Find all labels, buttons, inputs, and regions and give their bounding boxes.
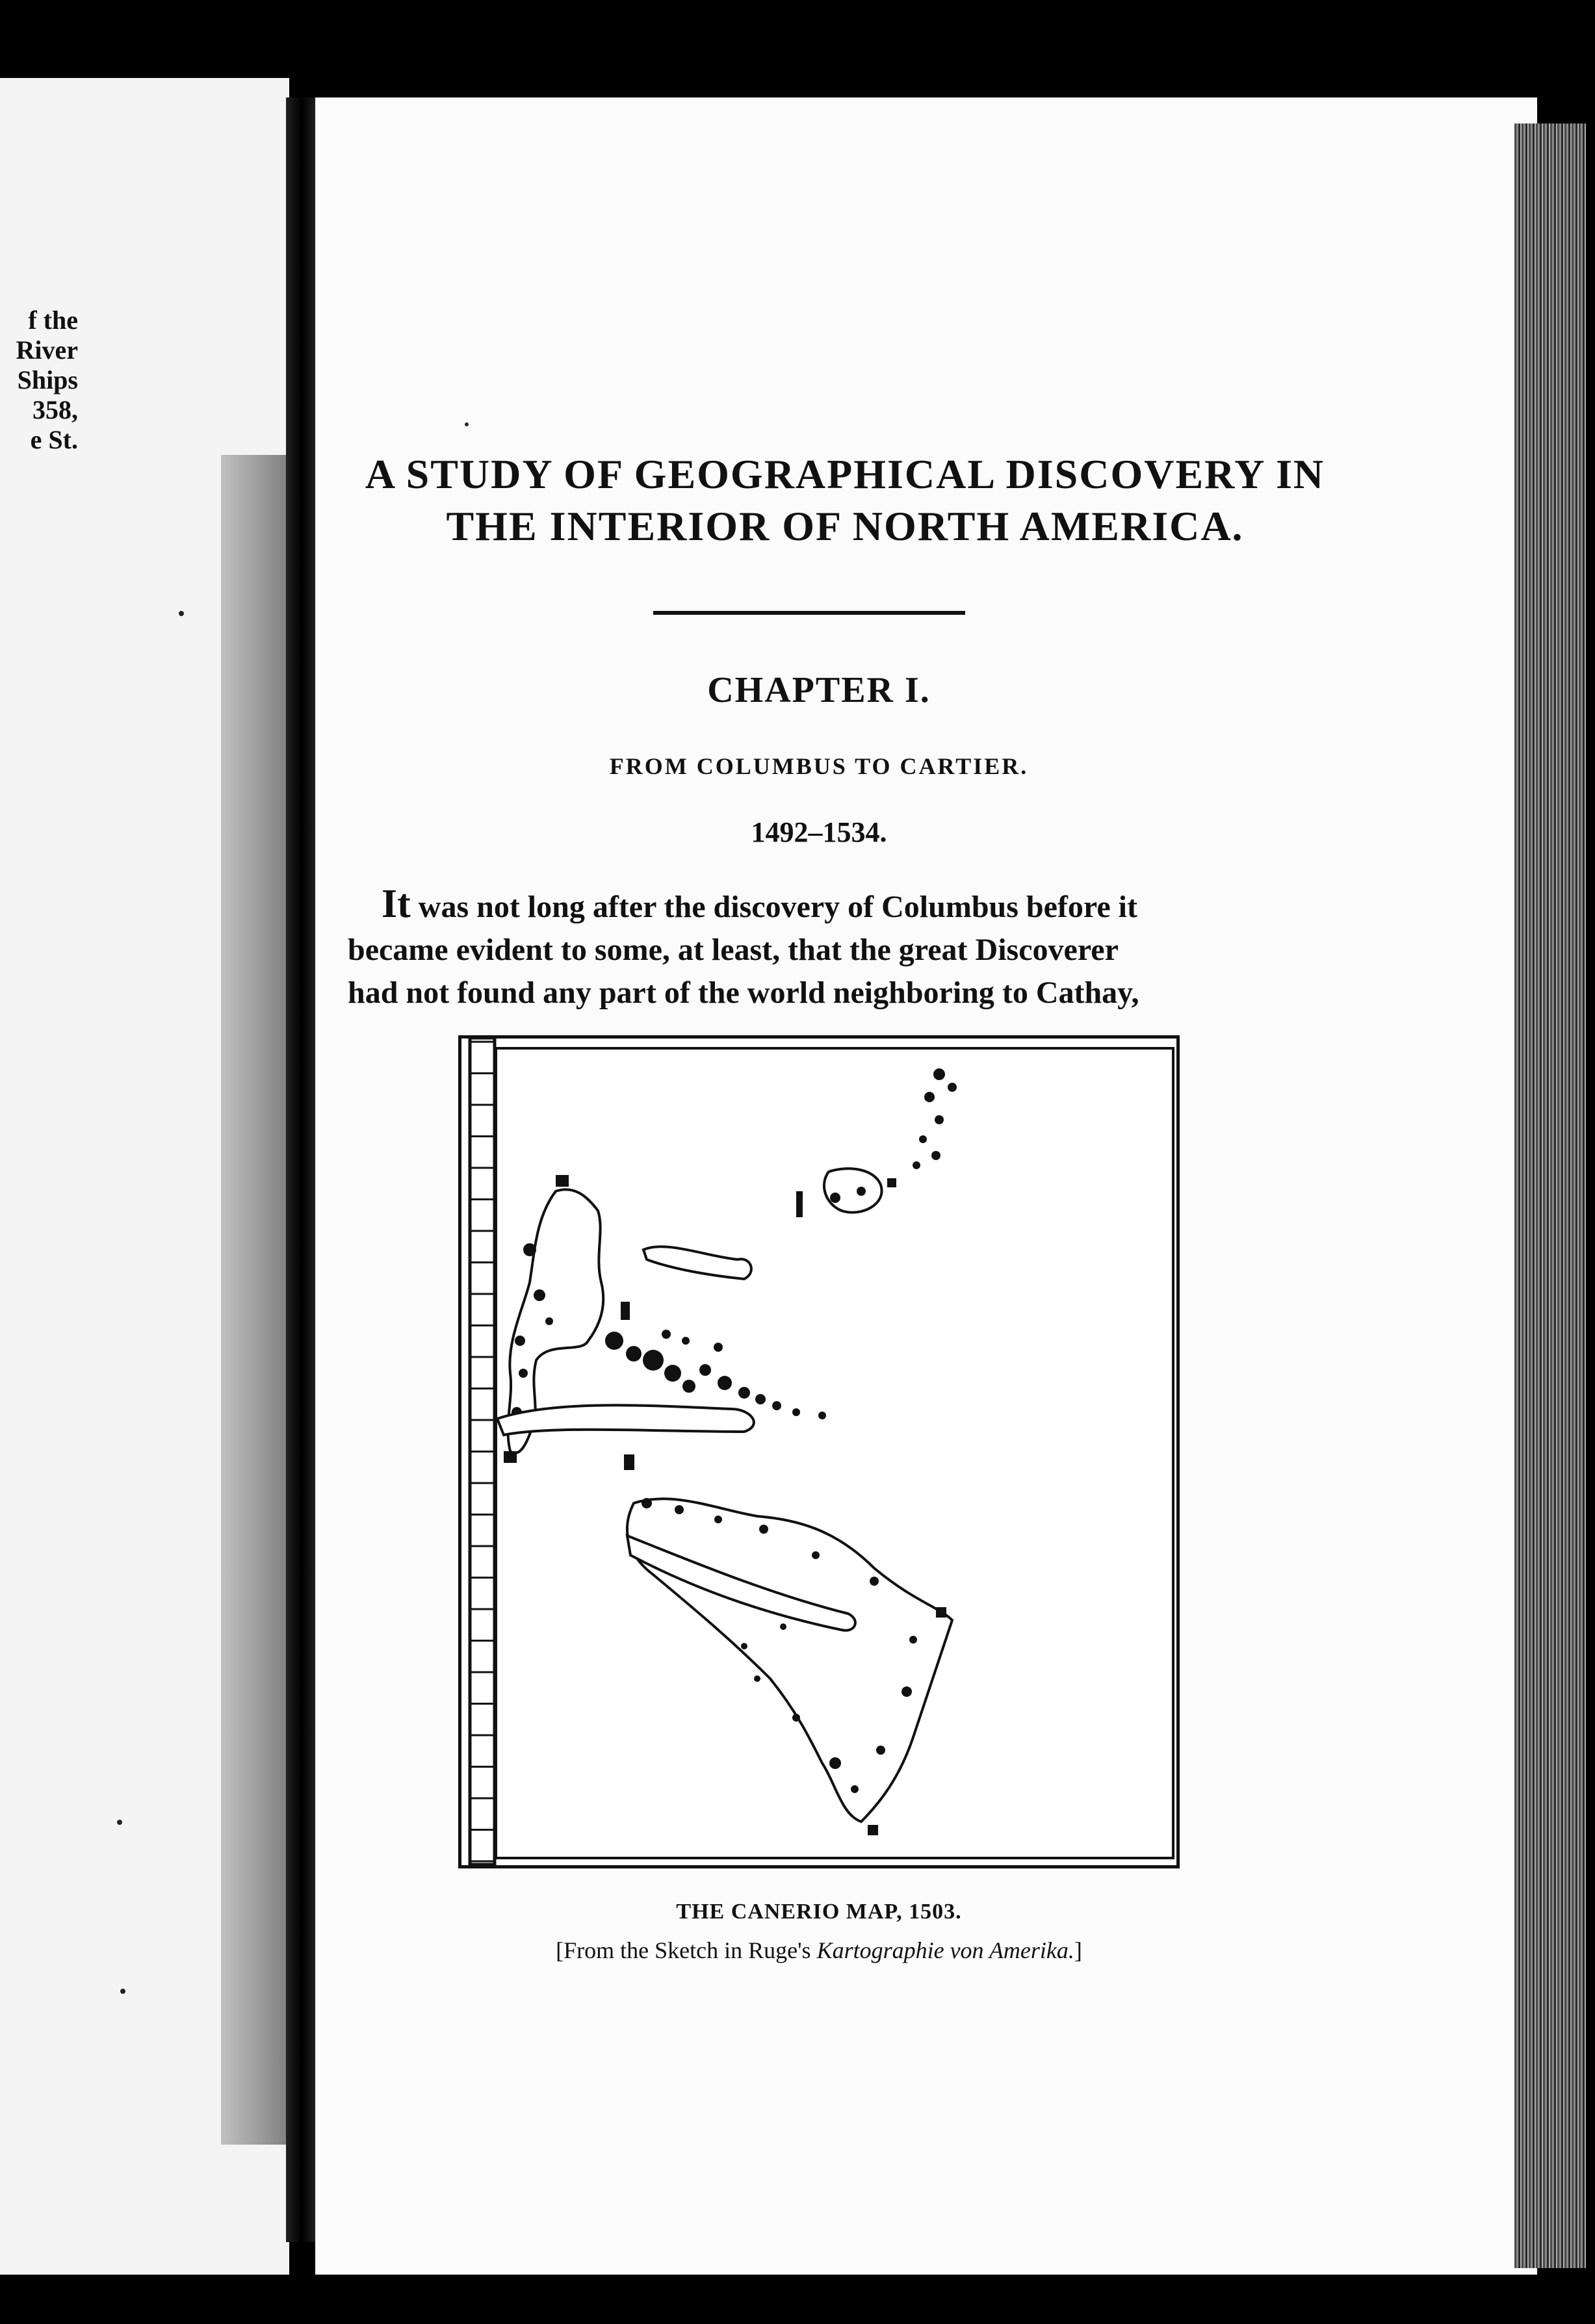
title-rule xyxy=(653,611,965,615)
source-prefix: [From the Sketch in Ruge's xyxy=(556,1937,817,1963)
south-american-landmass xyxy=(627,1499,952,1822)
map-source-note xyxy=(507,1937,1131,1964)
dropcap: It xyxy=(382,882,411,926)
title-line-1: A STUDY OF GEOGRAPHICAL DISCOVERY IN xyxy=(365,451,1325,497)
print-speck xyxy=(465,422,469,426)
print-speck xyxy=(117,1820,122,1825)
source-suffix: ] xyxy=(1074,1937,1082,1963)
body-line-3: had not found any part of the world neighboring to Cathay, xyxy=(348,975,1139,1010)
left-line: River xyxy=(16,335,78,365)
source-title: Kartographie von Amerika. xyxy=(816,1937,1074,1963)
print-speck xyxy=(179,611,184,616)
latitude-scale xyxy=(470,1038,495,1865)
canerio-map-illustration xyxy=(458,1035,1180,1868)
map-caption: THE CANERIO MAP, 1503. xyxy=(676,1900,962,1924)
body-paragraph xyxy=(348,883,1303,1014)
chapter-heading: CHAPTER I. xyxy=(707,670,931,710)
page-title xyxy=(351,448,1339,552)
map-scroll-banner xyxy=(497,1405,754,1435)
caribbean-islands xyxy=(605,1302,826,1419)
left-page-text-fragment xyxy=(0,305,78,455)
body-line-1: was not long after the discovery of Columbus before it xyxy=(410,890,1137,924)
left-line: e St. xyxy=(30,425,78,454)
left-line: Ships xyxy=(17,365,78,394)
northeast-marks xyxy=(796,1068,957,1217)
title-line-2: THE INTERIOR OF NORTH AMERICA. xyxy=(446,503,1244,549)
chapter-dates: 1492–1534. xyxy=(751,816,887,848)
island-scroll xyxy=(643,1246,751,1279)
left-line: f the xyxy=(28,305,78,335)
print-speck xyxy=(120,1989,125,1994)
left-line: 358, xyxy=(32,395,78,424)
northeast-islands xyxy=(824,1168,882,1212)
chapter-subtitle: FROM COLUMBUS TO CARTIER. xyxy=(609,753,1029,779)
page-edges xyxy=(1514,123,1586,2268)
body-line-2: became evident to some, at least, that the great Discoverer xyxy=(348,933,1119,967)
